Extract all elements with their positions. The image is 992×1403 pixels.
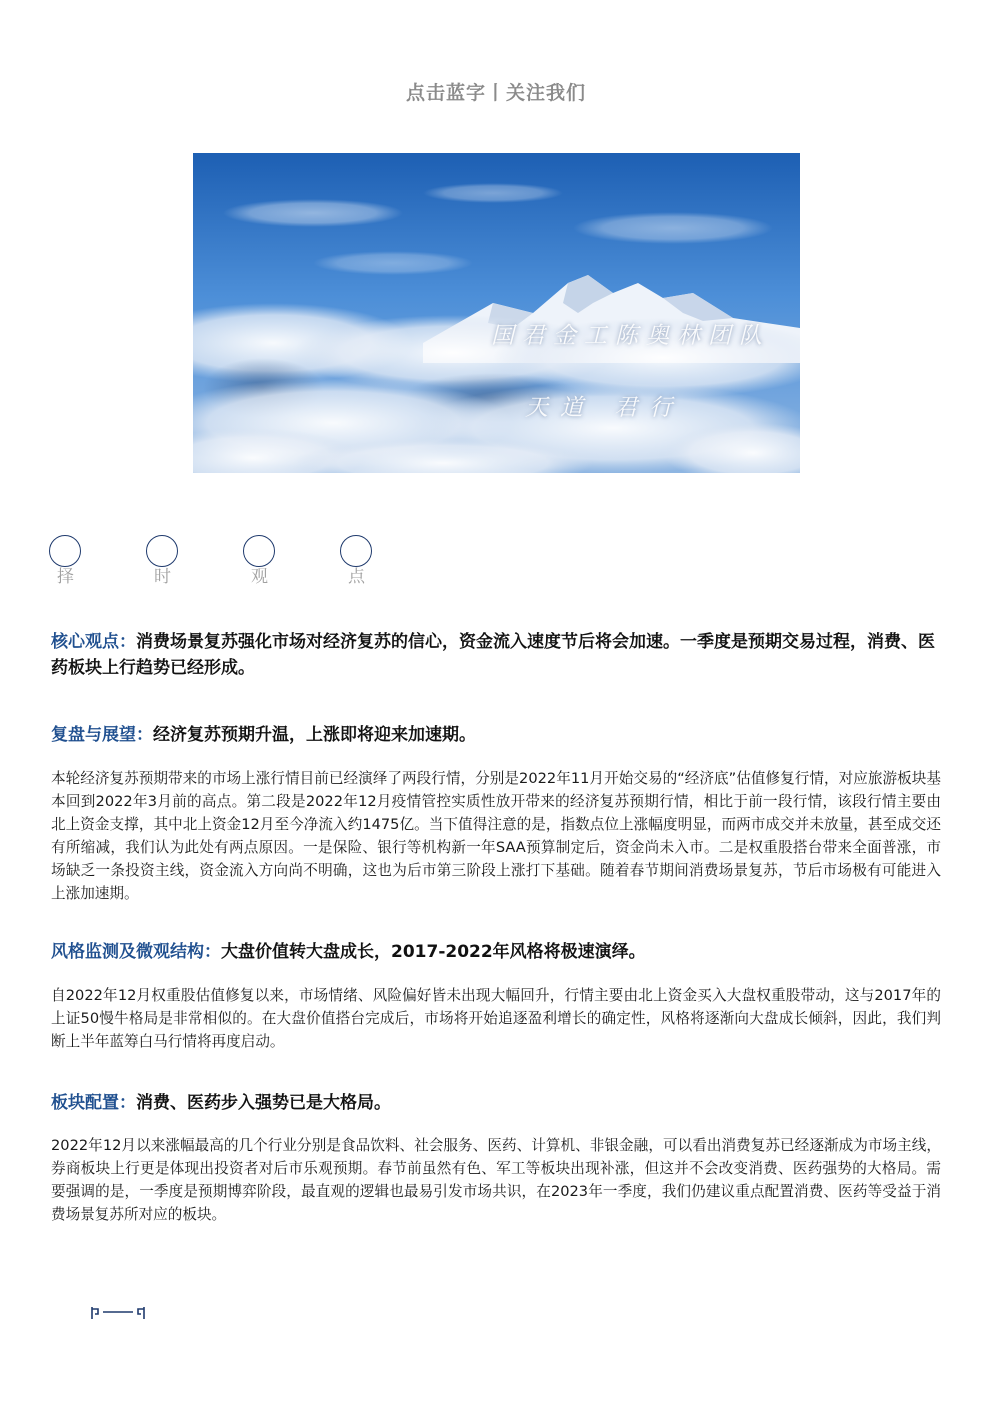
core-view-heading xyxy=(51,629,941,681)
style-label: 风格监测及微观结构： xyxy=(51,942,221,962)
core-view-text: 消费场景复苏强化市场对经济复苏的信心，资金流入速度节后将会加速。一季度是预期交易过程，消费、医药板块上行趋势已经形成。 xyxy=(51,632,935,678)
core-view-label: 核心观点： xyxy=(51,632,136,652)
style-paragraph: 自2022年12月权重股估值修复以来，市场情绪、风险偏好皆未出现大幅回升，行情主要由北上资金买入大盘权重股带动，这与2017年的上证50慢牛格局是非常相似的。在大盘价值搭台完成后，市场将开始追逐盈利增长的确定性，风格将逐渐向大盘成长倾斜，因此，我们判断上半年蓝筹白马行情将再度启动。 xyxy=(51,987,941,1050)
sector-paragraph: 2022年12月以来涨幅最高的几个行业分别是食品饮料、社会服务、医药、计算机、非银金融，可以看出消费复苏已经逐渐成为市场主线，券商板块上行更是体现出投资者对后市乐观预期。春节前虽然有色、军工等板块出现补涨，但这并不会改变消费、医药强势的大格局。需要强调的是，一季度是预期博弈阶段，最直观的逻辑也最易引发市场共识，在2023年一季度，我们仍建议重点配置消费、医药等受益于消费场景复苏所对应的板块。 xyxy=(51,1137,941,1223)
sector-heading xyxy=(51,1090,941,1116)
sector-text: 消费、医药步入强势已是大格局。 xyxy=(136,1093,391,1113)
style-heading xyxy=(51,939,941,965)
sector-label: 板块配置： xyxy=(51,1093,136,1113)
review-heading xyxy=(51,722,941,748)
style-text: 大盘价值转大盘成长，2017-2022年风格将极速演绎。 xyxy=(221,942,646,962)
review-paragraph: 本轮经济复苏预期带来的市场上涨行情目前已经演绎了两段行情，分别是2022年11月开始交易的“经济底”估值修复行情，对应旅游板块基本回到2022年3月前的高点。第二段是2022年12月疫情管控实质性放开带来的经济复苏预期行情，相比于前一段行情，该段行情主要由北上资金支撑，其中北上资金12月至今净流入约1475亿。当下值得注意的是，指数点位上涨幅度明显，而两市成交并未放量，甚至成交还有所缩减，我们认为此处有两点原因。一是保险、银行等机构新一年SAA预算制定后，资金尚未入市。二是权重股搭台带来全面普涨，市场缺乏一条投资主线，资金流入方向尚不明确，这也为后市第三阶段上涨打下基础。随着春节期间消费场景复苏，节后市场极有可能进入上涨加速期。 xyxy=(51,770,941,902)
snow-mountain-cloud-illustration xyxy=(193,153,800,473)
review-label: 复盘与展望： xyxy=(51,725,153,745)
banner-image xyxy=(193,153,800,473)
title-char-4: 点 xyxy=(348,567,365,587)
banner-team-text: 国君金工陈奥林团队 xyxy=(491,323,770,349)
banner-motto-text: 天道 君行 xyxy=(525,395,685,421)
follow-us-prompt[interactable]: 点击蓝字丨关注我们 xyxy=(405,82,586,104)
review-text: 经济复苏预期升温，上涨即将迎来加速期。 xyxy=(153,725,476,745)
title-char-2: 时 xyxy=(154,567,171,587)
title-char-1: 择 xyxy=(57,567,74,587)
divider-ornament-icon xyxy=(90,1305,146,1325)
title-char-3: 观 xyxy=(251,567,268,587)
